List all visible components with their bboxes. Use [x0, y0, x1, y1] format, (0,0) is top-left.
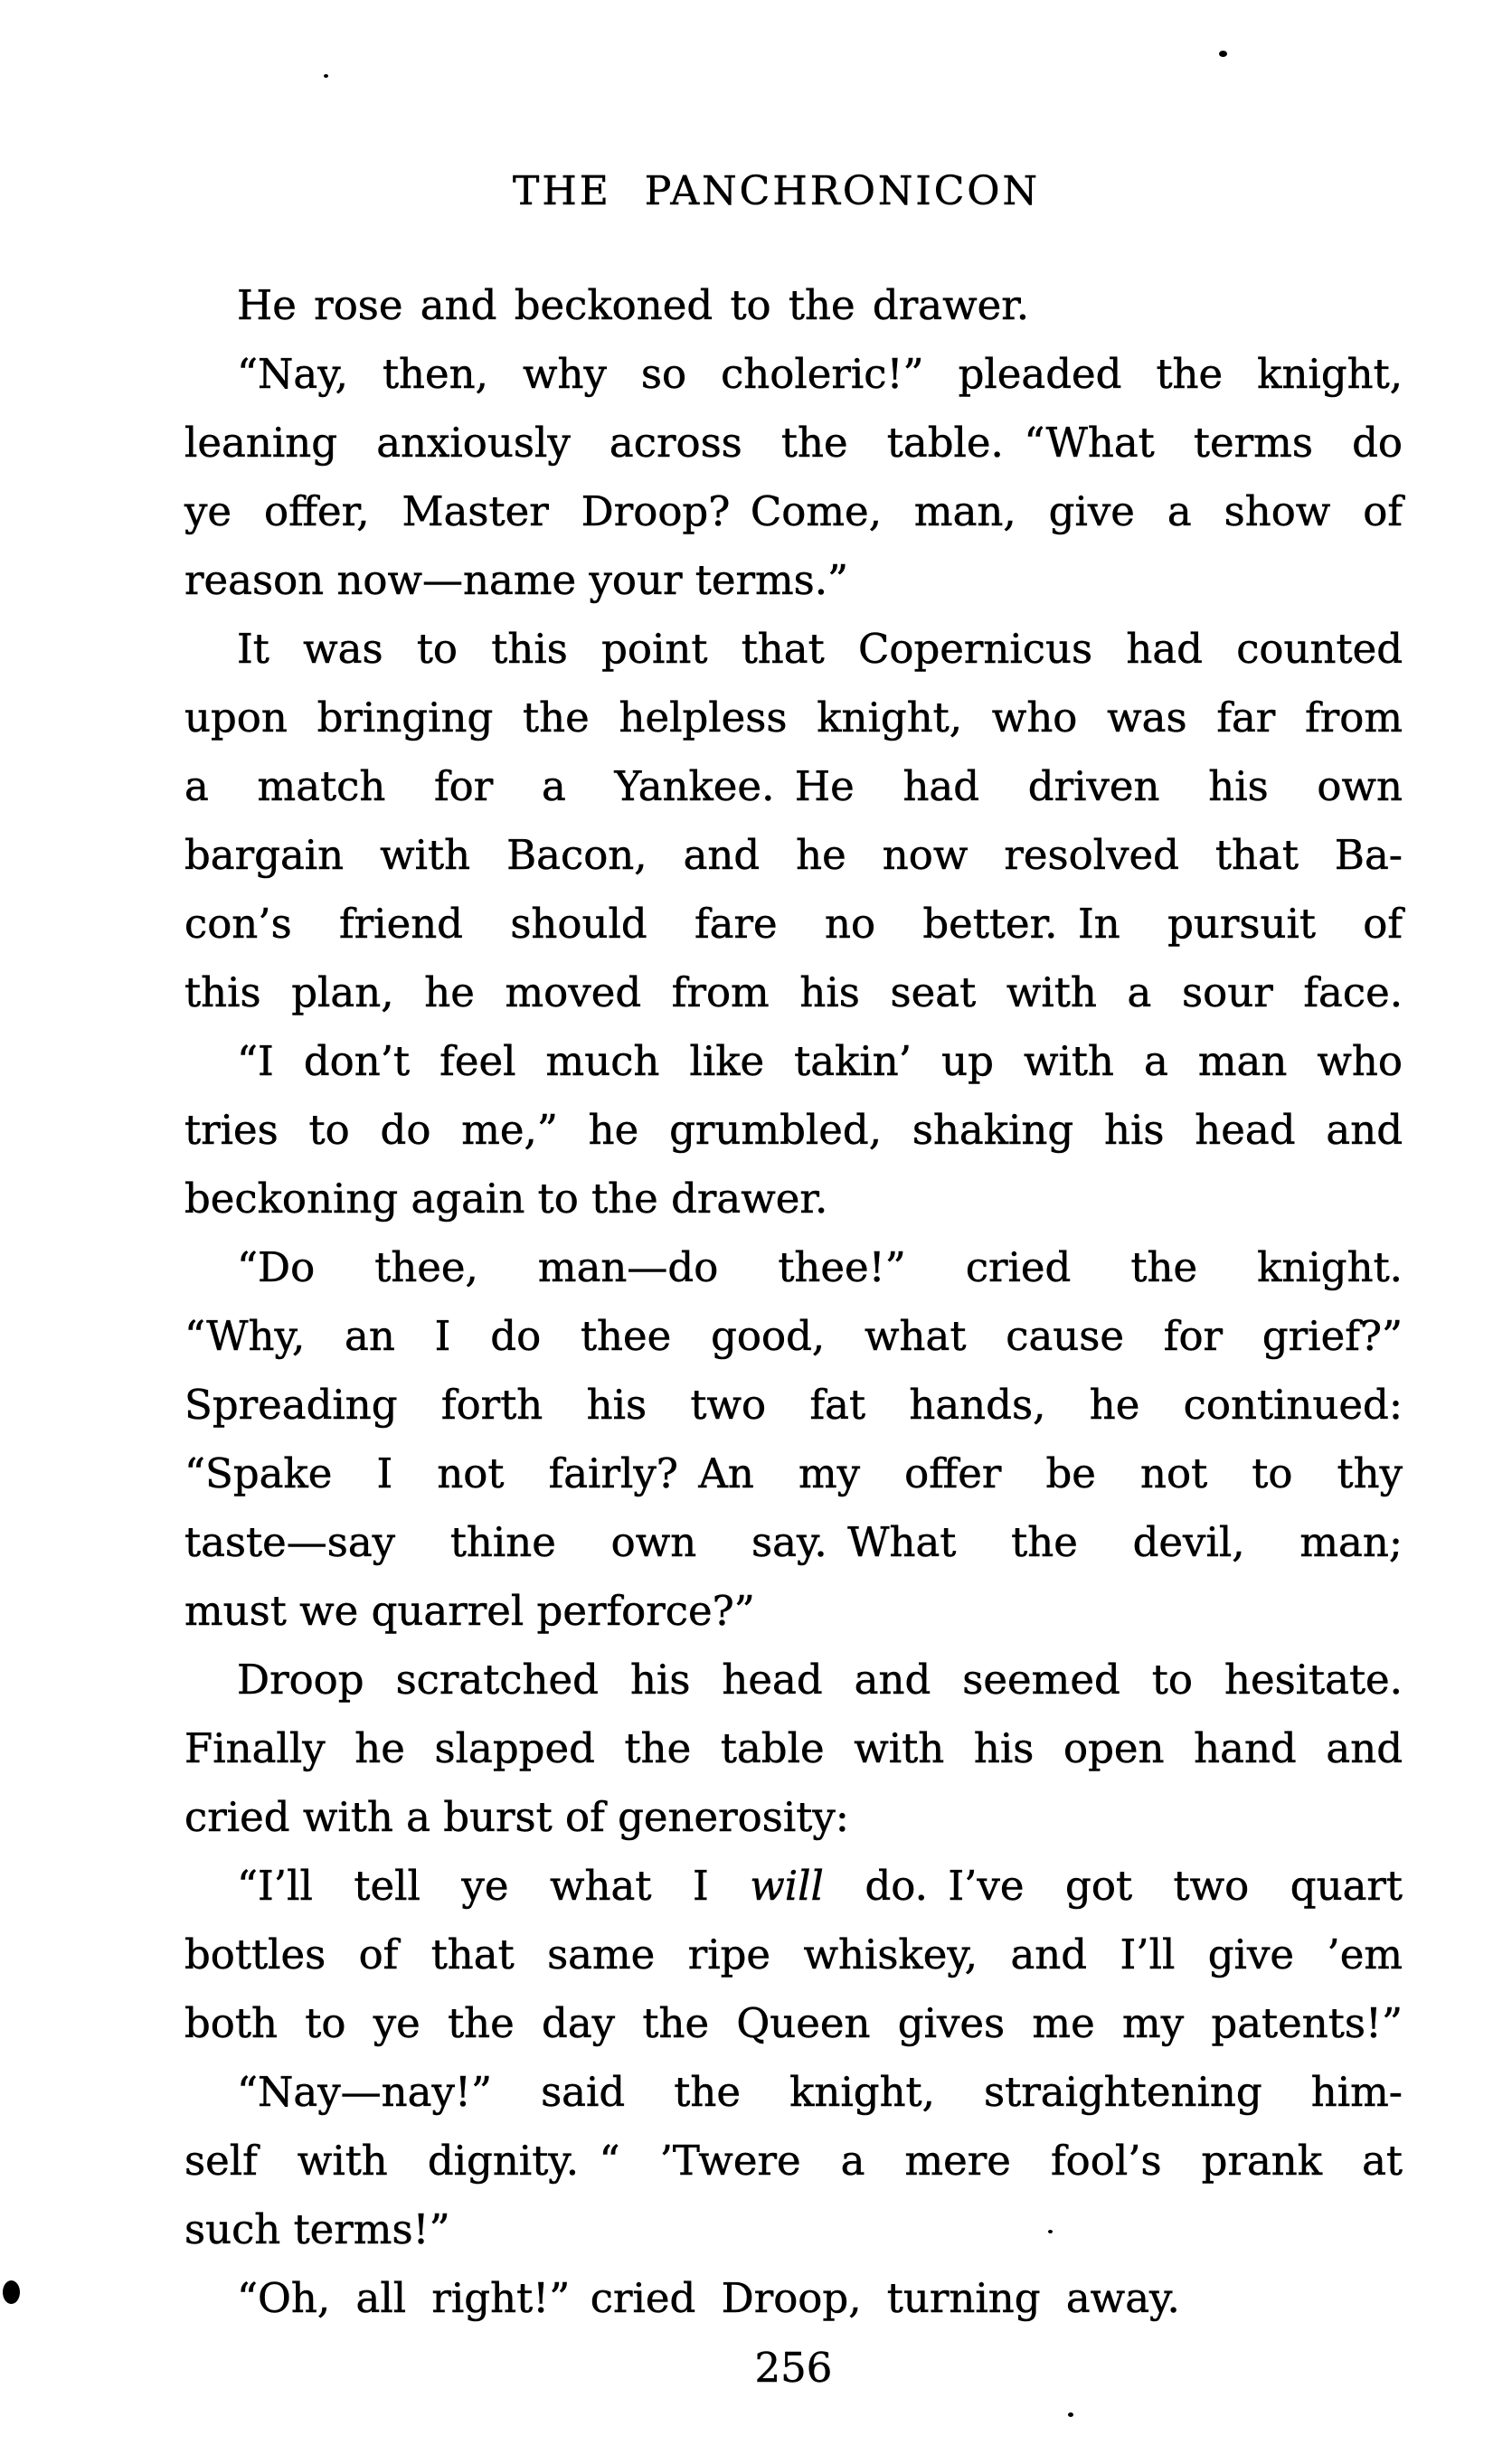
text-line: “Nay—nay!” said the knight, straightening him- — [237, 2068, 1403, 2116]
ink-speck — [3, 2280, 20, 2304]
text-line: beckoning again to the drawer. — [184, 1175, 828, 1223]
text-line: “Nay, then, why so choleric!” pleaded the knight, — [237, 350, 1403, 398]
text-line: cried with a burst of generosity: — [184, 1793, 849, 1841]
text-line: leaning anxiously across the table. “What terms do — [184, 419, 1403, 467]
text-line: such terms!” — [184, 2205, 450, 2253]
text-line: “I’ll tell ye what I will do. I’ve got two quart — [237, 1862, 1403, 1910]
text-line: tries to do me,” he grumbled, shaking his head and — [184, 1106, 1403, 1154]
page-number: 256 — [754, 2344, 833, 2392]
text-line: Droop scratched his head and seemed to hesitate. — [237, 1656, 1403, 1704]
text-line: ye offer, Master Droop? Come, man, give a show of — [184, 487, 1403, 535]
text-line: self with dignity. “ ’Twere a mere fool’s prank at — [184, 2137, 1403, 2185]
ink-speck — [324, 74, 328, 78]
text-line: It was to this point that Copernicus had counted — [237, 625, 1403, 673]
text-block — [184, 271, 1403, 2333]
text-line: this plan, he moved from his seat with a sour face. — [184, 968, 1403, 1016]
running-head: THE PANCHRONICON — [512, 168, 1041, 214]
text-line: reason now—name your terms.” — [184, 556, 849, 604]
text-line: bottles of that same ripe whiskey, and I’ll give ’em — [184, 1931, 1403, 1978]
ink-speck — [1048, 2230, 1053, 2233]
text-line: “Oh, all right!” cried Droop, turning away. — [237, 2274, 1180, 2322]
text-line: upon bringing the helpless knight, who was far from — [184, 694, 1403, 741]
text-line: “Do thee, man—do thee!” cried the knight. — [237, 1243, 1403, 1291]
text-line: bargain with Bacon, and he now resolved that Ba- — [184, 831, 1403, 879]
text-line: “Why, an I do thee good, what cause for grief?” — [184, 1312, 1403, 1360]
text-line: “I don’t feel much like takin’ up with a man who — [237, 1037, 1403, 1085]
text-line: must we quarrel perforce?” — [184, 1587, 755, 1635]
text-line: He rose and beckoned to the drawer. — [237, 281, 1030, 329]
ink-speck — [1068, 2412, 1073, 2417]
text-line: Spreading forth his two fat hands, he continued: — [184, 1381, 1403, 1429]
text-line: both to ye the day the Queen gives me my patents!” — [184, 1999, 1403, 2047]
text-line: “Spake I not fairly? An my offer be not to thy — [184, 1449, 1403, 1497]
text-line: con’s friend should fare no better. In pursuit of — [184, 900, 1403, 948]
text-line: Finally he slapped the table with his open hand and — [184, 1724, 1403, 1772]
ink-speck — [1219, 51, 1227, 57]
text-line: a match for a Yankee. He had driven his own — [184, 762, 1403, 810]
text-line: taste—say thine own say. What the devil, man; — [184, 1518, 1403, 1566]
